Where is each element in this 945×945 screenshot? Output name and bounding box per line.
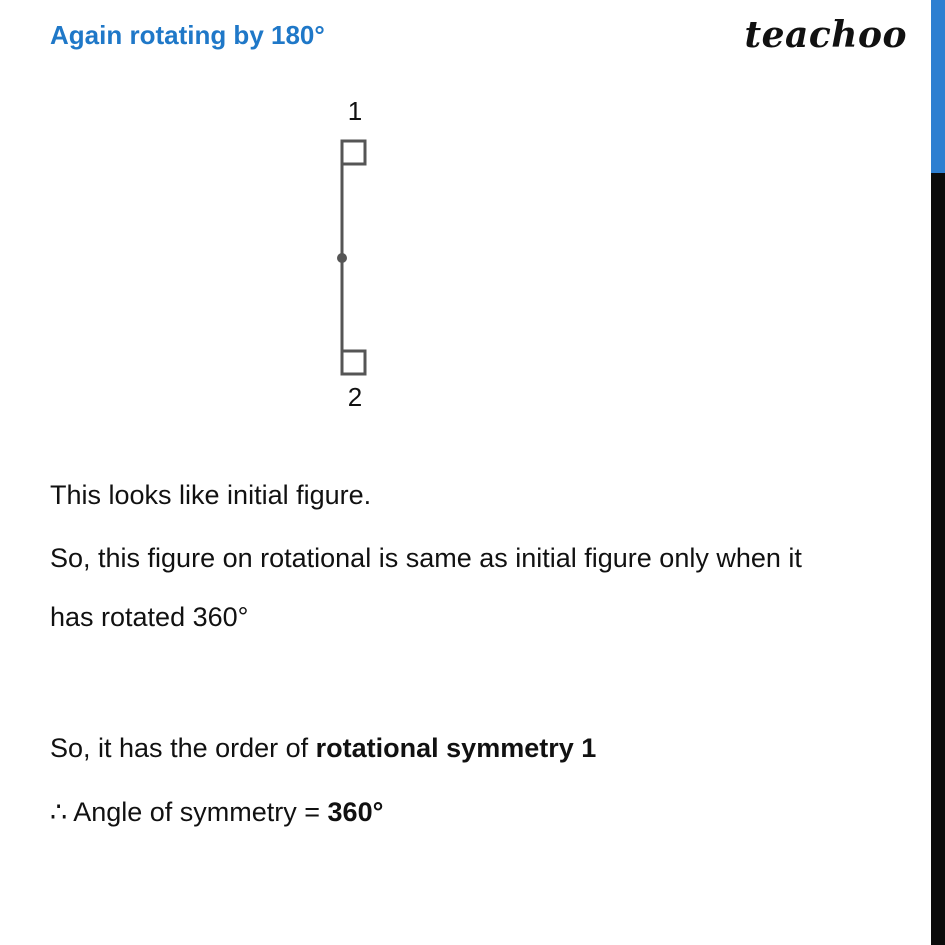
scrollbar-track[interactable] <box>931 0 945 945</box>
figure-svg <box>300 90 420 420</box>
figure-label-bottom: 2 <box>347 382 363 412</box>
text-line-5 <box>50 797 383 828</box>
text-line-4 <box>50 733 596 764</box>
rotated-figure <box>300 90 420 420</box>
text-line-5-prefix: ∴ Angle of symmetry = <box>50 797 328 827</box>
figure-label-top: 1 <box>347 96 363 126</box>
figure-square-top <box>342 141 365 164</box>
figure-center-point <box>337 253 347 263</box>
text-line-5-bold: 360° <box>327 797 384 827</box>
text-line-4-bold: rotational symmetry 1 <box>315 733 597 763</box>
text-line-3: has rotated 360° <box>50 602 249 632</box>
figure-square-bottom <box>342 351 365 374</box>
brand-logo: teachoo <box>744 14 907 56</box>
text-line-2: So, this figure on rotational is same as initial figure only when it <box>50 543 802 573</box>
text-line-4-prefix: So, it has the order of <box>50 733 316 763</box>
scrollbar-thumb[interactable] <box>931 0 945 173</box>
page-title: Again rotating by 180° <box>50 20 325 50</box>
text-line-1: This looks like initial figure. <box>50 480 372 510</box>
